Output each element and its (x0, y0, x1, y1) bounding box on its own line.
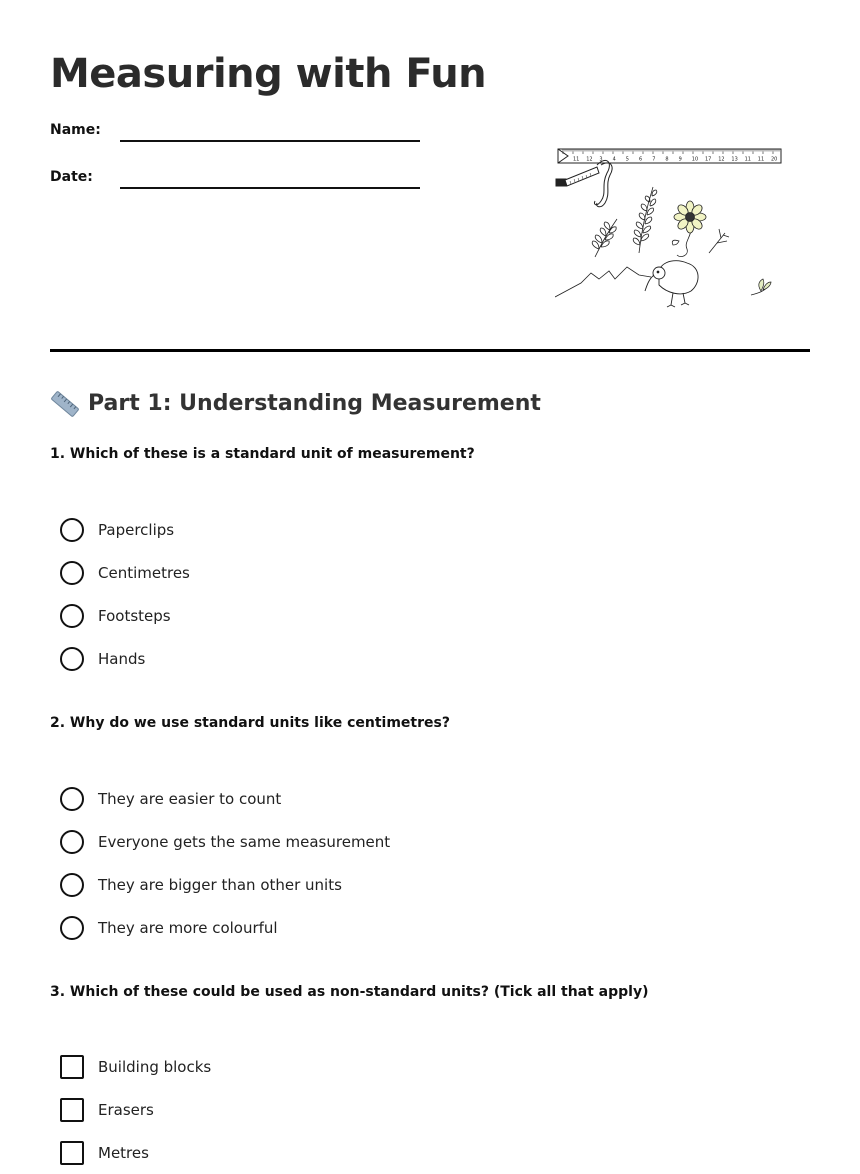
worksheet-page (50, 0, 810, 1161)
ruler-number: 9 (678, 156, 682, 163)
measurement-illustration (555, 145, 795, 310)
ruler-number: 8 (665, 156, 669, 163)
ruler-number: 17 (705, 156, 712, 163)
option-bigger-units[interactable] (60, 863, 390, 906)
flower-drawing (672, 201, 706, 257)
option-label: Everyone gets the same measurement (98, 832, 391, 851)
worksheet-title: Measuring with Fun (50, 51, 487, 97)
date-label: Date: (50, 169, 93, 185)
ruler-number: 7 (652, 156, 656, 163)
ruler-number: 12 (586, 156, 593, 163)
name-field (50, 120, 430, 150)
option-label: They are easier to count (98, 789, 282, 808)
ruler-number: 20 (771, 156, 778, 163)
question-1-options (60, 508, 190, 680)
question-3: 3. Which of these could be used as non-standard units? (Tick all that apply) (50, 984, 649, 1000)
radio-button[interactable] (60, 518, 84, 542)
question-1: 1. Which of these is a standard unit of measurement? (50, 446, 475, 462)
option-paperclips[interactable] (60, 508, 190, 551)
ruler-icon (50, 389, 80, 419)
ruler-number: 6 (639, 156, 643, 163)
ruler-number: 5 (625, 156, 629, 163)
section-divider (50, 349, 810, 352)
option-metres[interactable] (60, 1131, 211, 1174)
checkbox[interactable] (60, 1055, 84, 1079)
option-label: They are more colourful (98, 918, 278, 937)
radio-button[interactable] (60, 647, 84, 671)
question-3-options (60, 1045, 211, 1174)
ruler-number: 11 (744, 156, 751, 163)
fern-drawing (592, 219, 617, 257)
date-field (50, 167, 430, 197)
ruler-number: 11 (757, 156, 765, 163)
option-label: Paperclips (98, 520, 175, 539)
twig-drawing (709, 229, 729, 253)
radio-button[interactable] (60, 830, 84, 854)
ruler-number: 3 (599, 156, 603, 163)
tall-fern-drawing (633, 187, 657, 253)
option-label: Erasers (98, 1100, 154, 1119)
name-label: Name: (50, 122, 101, 138)
radio-button[interactable] (60, 916, 84, 940)
radio-button[interactable] (60, 873, 84, 897)
option-centimetres[interactable] (60, 551, 190, 594)
section-heading (50, 388, 541, 420)
name-input-line[interactable] (120, 140, 420, 142)
option-label: Metres (98, 1143, 149, 1162)
option-same-measurement[interactable] (60, 820, 390, 863)
option-more-colourful[interactable] (60, 906, 390, 949)
ruler-number: 10 (691, 156, 699, 163)
section-title: Part 1: Understanding Measurement (88, 391, 541, 416)
radio-button[interactable] (60, 561, 84, 585)
option-easier-to-count[interactable] (60, 777, 390, 820)
ruler-drawing (558, 149, 781, 163)
option-hands[interactable] (60, 637, 190, 680)
question-2-options (60, 777, 390, 949)
ruler-number: 12 (718, 156, 725, 163)
radio-button[interactable] (60, 787, 84, 811)
question-2: 2. Why do we use standard units like centimetres? (50, 715, 450, 731)
ruler-number: 13 (731, 156, 738, 163)
option-footsteps[interactable] (60, 594, 190, 637)
option-label: Footsteps (98, 606, 171, 625)
tape-measure-drawing (556, 160, 612, 206)
ruler-number: 11 (573, 156, 580, 163)
sprout-drawing (751, 279, 771, 295)
option-label: They are bigger than other units (98, 875, 342, 894)
option-label: Building blocks (98, 1057, 212, 1076)
date-input-line[interactable] (120, 187, 420, 189)
option-label: Centimetres (98, 563, 190, 582)
option-erasers[interactable] (60, 1088, 211, 1131)
option-label: Hands (98, 649, 146, 668)
mountains-drawing (555, 267, 651, 297)
kiwi-bird-drawing (645, 261, 698, 307)
radio-button[interactable] (60, 604, 84, 628)
ruler-number: 4 (612, 156, 616, 163)
option-building-blocks[interactable] (60, 1045, 211, 1088)
checkbox[interactable] (60, 1098, 84, 1122)
